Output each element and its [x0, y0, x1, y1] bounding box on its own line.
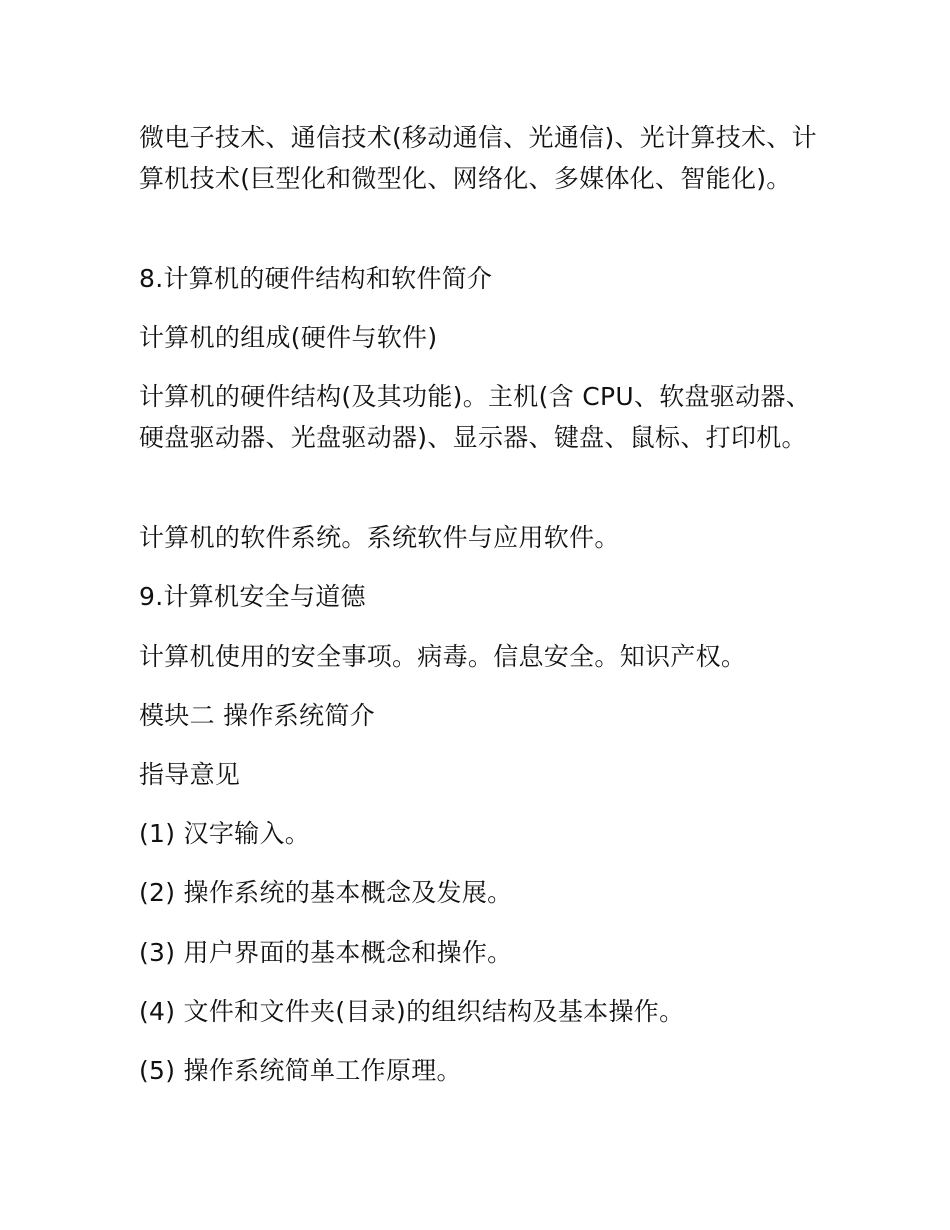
list-item-3: (3) 用户界面的基本概念和操作。: [139, 938, 513, 967]
paragraph-computer-composition: 计算机的组成(硬件与软件): [139, 323, 438, 352]
heading-guidance: 指导意见: [139, 760, 241, 789]
list-item-5: (5) 操作系统简单工作原理。: [139, 1056, 462, 1085]
heading-module-2: 模块二 操作系统简介: [139, 701, 375, 730]
list-item-4: (4) 文件和文件夹(目录)的组织结构及基本操作。: [139, 997, 685, 1026]
list-item-2: (2) 操作系统的基本概念及发展。: [139, 878, 513, 907]
list-item-1: (1) 汉字输入。: [139, 819, 311, 848]
heading-section-8: 8.计算机的硬件结构和软件简介: [139, 264, 493, 293]
paragraph-software-system: 计算机的软件系统。系统软件与应用软件。: [139, 523, 620, 552]
heading-section-9: 9.计算机安全与道德: [139, 582, 366, 611]
paragraph-hardware-structure: 计算机的硬件结构(及其功能)。主机(含 CPU、软盘驱动器、硬盘驱动器、光盘驱动器)、显示器、键盘、鼠标、打印机。: [139, 382, 812, 452]
paragraph-tech-trends: 微电子技术、通信技术(移动通信、光通信)、光计算技术、计算机技术(巨型化和微型化、网络化、多媒体化、智能化)。: [139, 123, 817, 193]
paragraph-security-items: 计算机使用的安全事项。病毒。信息安全。知识产权。: [139, 642, 747, 671]
